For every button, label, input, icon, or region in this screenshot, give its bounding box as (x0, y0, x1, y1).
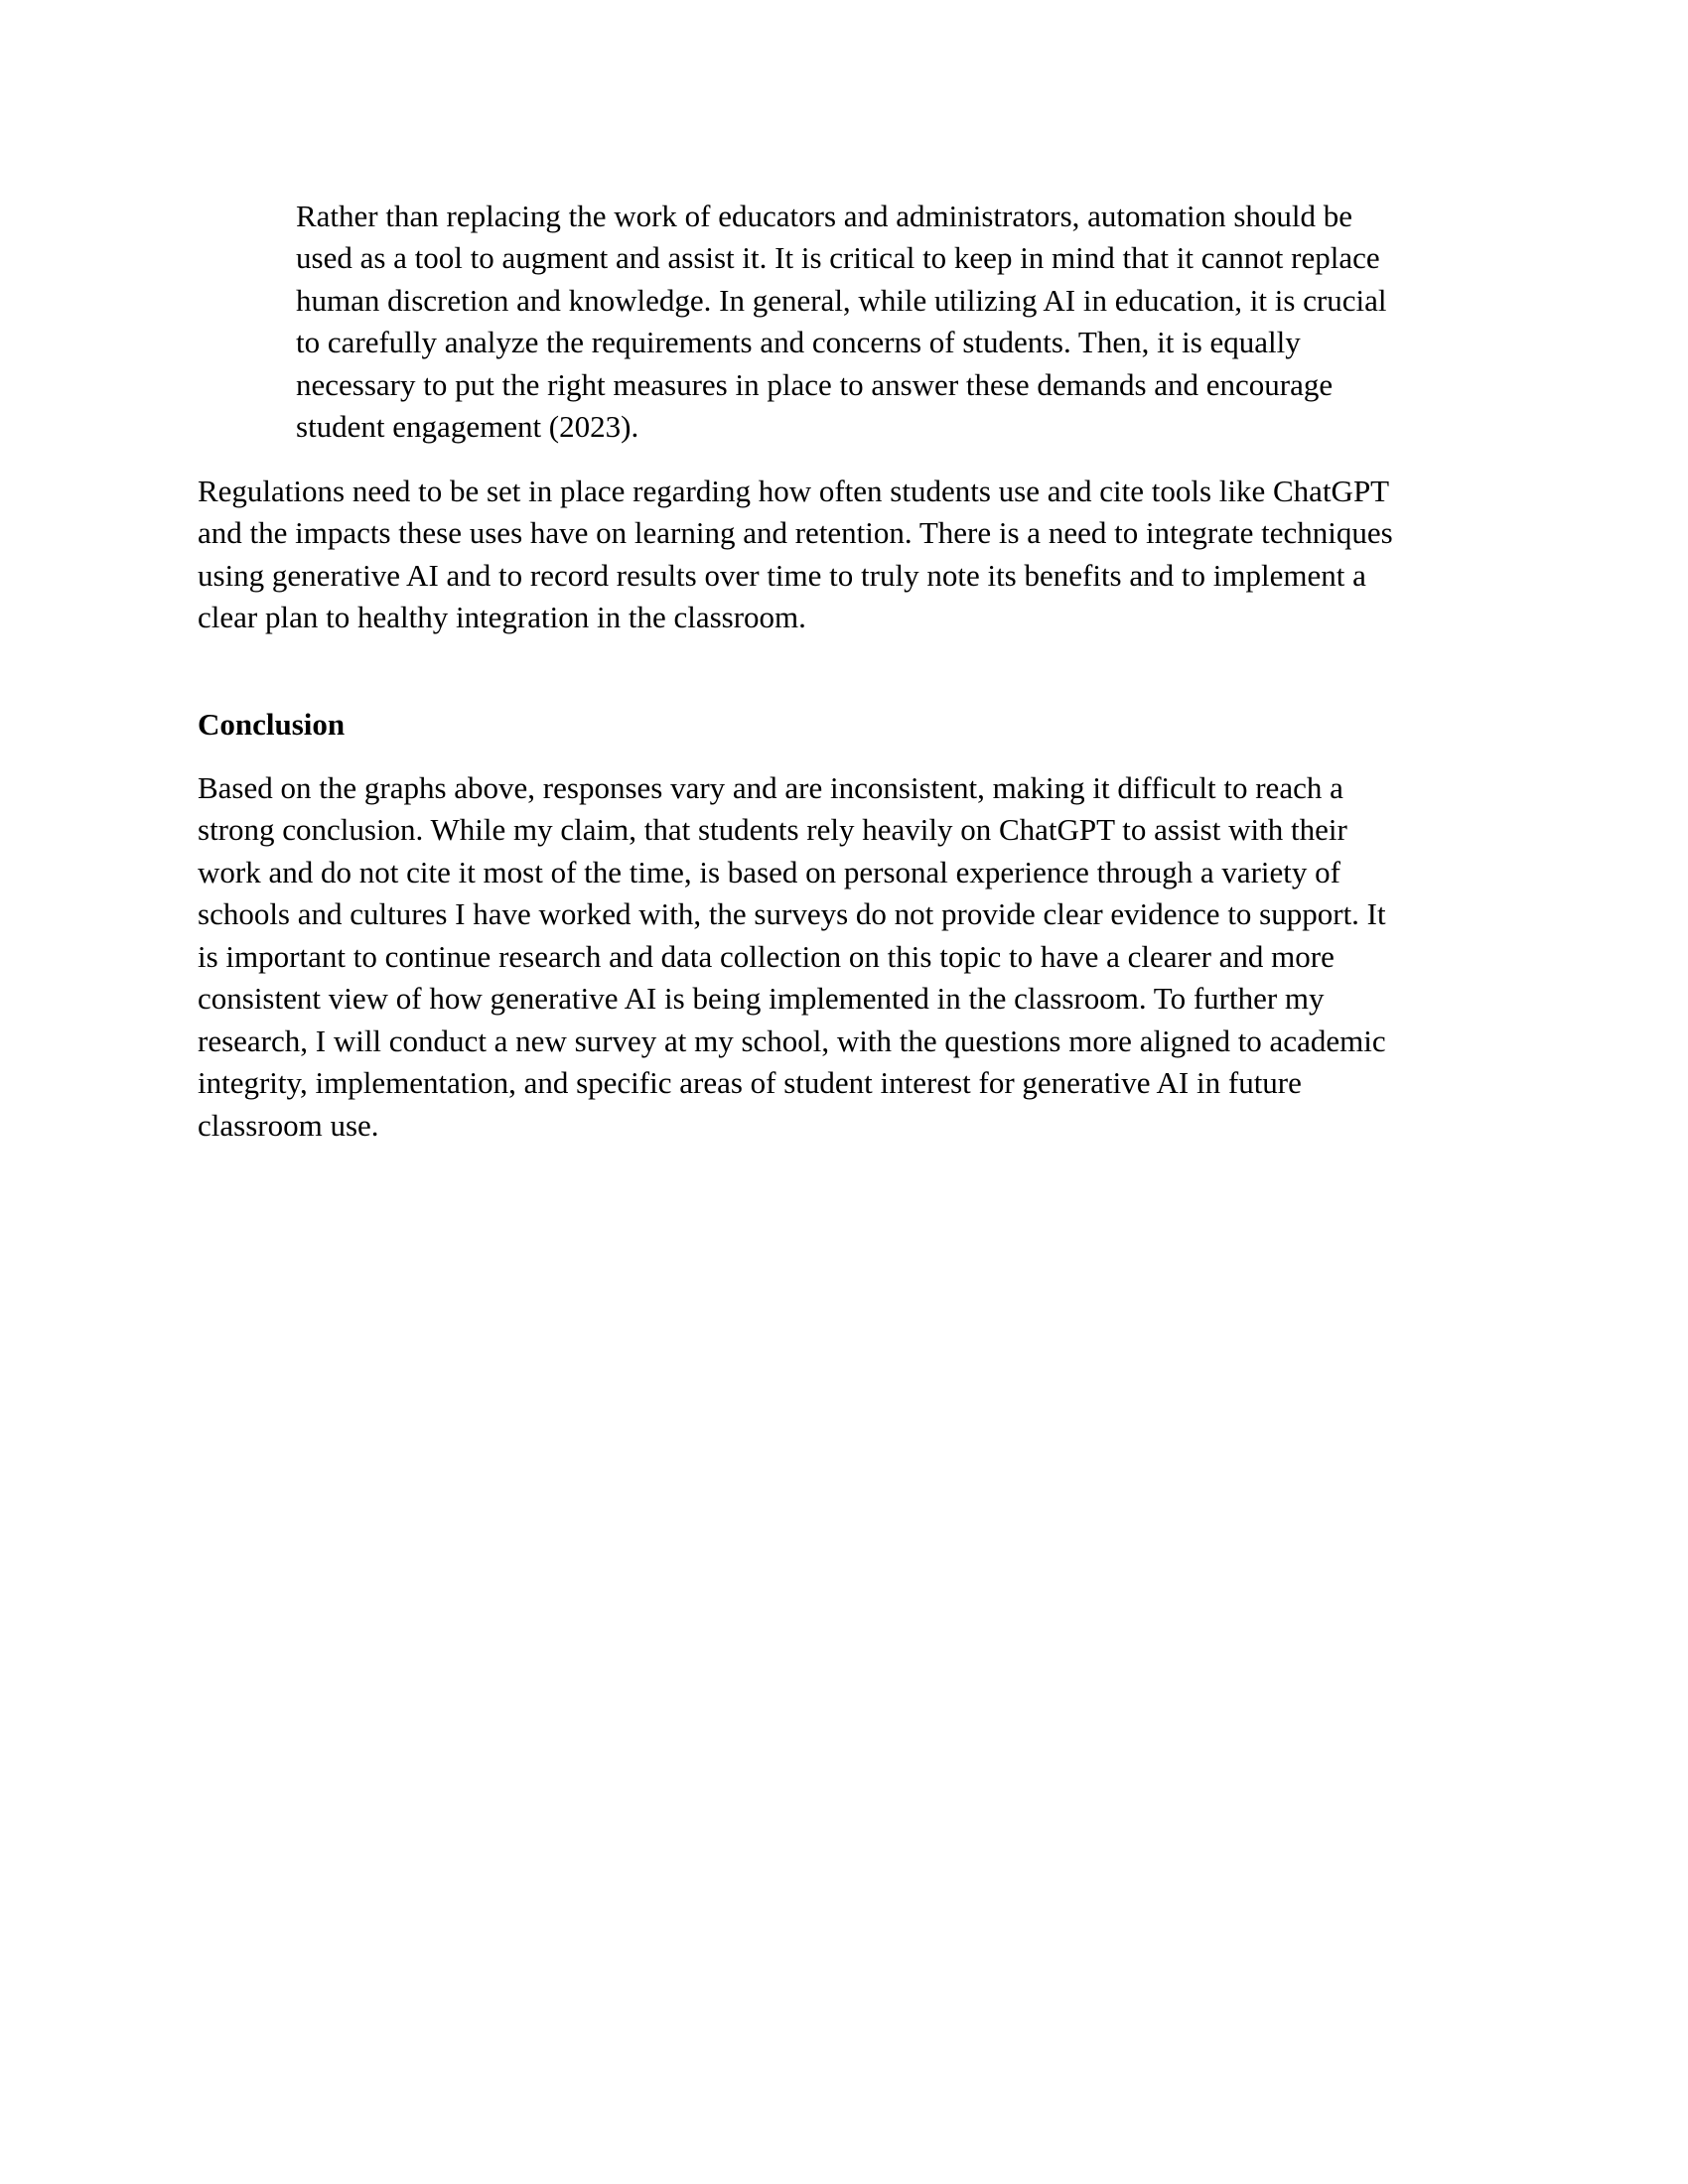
paragraph-line: classroom use. (198, 1108, 379, 1143)
paragraph-line: Regulations need to be set in place regarding how often students use and cite tools like ChatGPT (198, 474, 1390, 508)
paragraph-line: clear plan to healthy integration in the classroom. (198, 600, 806, 634)
quote-line: used as a tool to augment and assist it. It is critical to keep in mind that it cannot replace (296, 240, 1380, 275)
paragraph-line: Based on the graphs above, responses vary and are inconsistent, making it difficult to reach a (198, 770, 1343, 805)
quote-line: human discretion and knowledge. In general, while utilizing AI in education, it is crucial (296, 283, 1387, 318)
paragraph-line: is important to continue research and data collection on this topic to have a clearer and more (198, 939, 1335, 974)
paragraph-line: schools and cultures I have worked with, the surveys do not provide clear evidence to support. It (198, 896, 1386, 931)
quote-line: student engagement (2023). (296, 409, 639, 444)
paragraph-line: and the impacts these uses have on learning and retention. There is a need to integrate techniques (198, 515, 1393, 550)
paragraph-line: integrity, implementation, and specific areas of student interest for generative AI in future (198, 1065, 1302, 1100)
paragraph-line: work and do not cite it most of the time, is based on personal experience through a variety of (198, 855, 1340, 889)
conclusion-heading: Conclusion (198, 707, 346, 742)
paragraph-line: strong conclusion. While my claim, that students rely heavily on ChatGPT to assist with their (198, 812, 1347, 847)
quote-line: Rather than replacing the work of educators and administrators, automation should be (296, 199, 1353, 233)
paragraph-line: using generative AI and to record results over time to truly note its benefits and to implement a (198, 558, 1366, 593)
quote-line: necessary to put the right measures in place to answer these demands and encourage (296, 367, 1334, 402)
quote-line: to carefully analyze the requirements and concerns of students. Then, it is equally (296, 325, 1301, 359)
paragraph-line: consistent view of how generative AI is being implemented in the classroom. To further my (198, 981, 1325, 1016)
paragraph-line: research, I will conduct a new survey at my school, with the questions more aligned to academic (198, 1024, 1386, 1058)
